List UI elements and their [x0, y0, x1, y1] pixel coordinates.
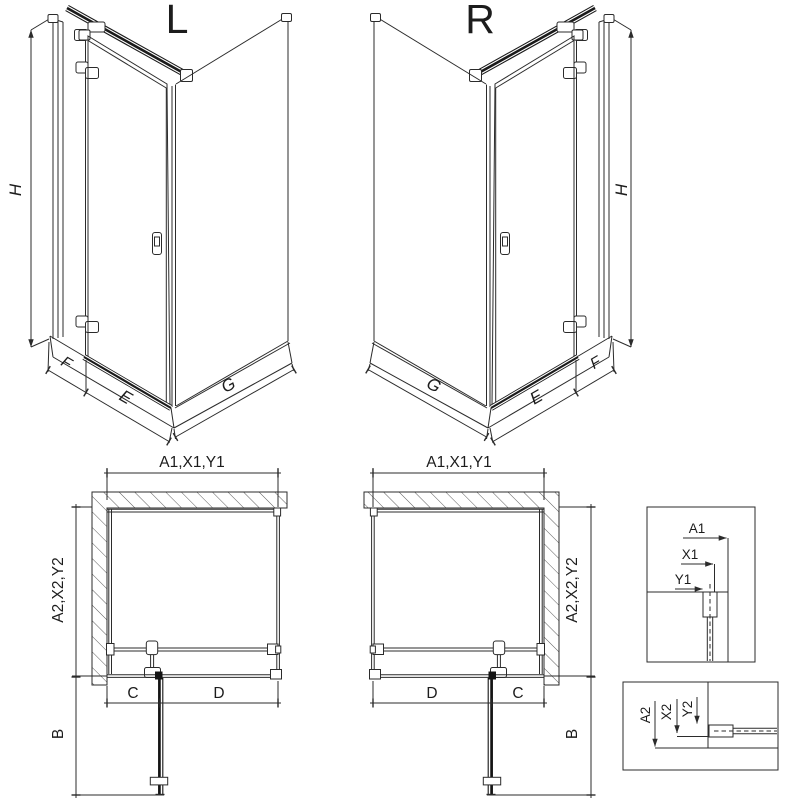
plan-right-side-dim-label: A2,X2,Y2 [564, 557, 581, 623]
plan-left-walls [92, 492, 287, 685]
plan-left-art [107, 508, 282, 795]
iso-right-height-label: H [612, 183, 631, 197]
iso-left-title: L [165, 0, 189, 42]
detail-top-y1-label: Y1 [674, 572, 692, 587]
iso-right-art [366, 6, 631, 445]
plan-right-d-label: D [426, 685, 438, 702]
detail-top-x1-label: X1 [681, 547, 699, 562]
detail-bottom-y2-label: Y2 [680, 700, 695, 718]
iso-left-g-label: G [217, 373, 239, 397]
iso-right-e-label: E [526, 386, 546, 409]
detail-bottom-x2-label: X2 [659, 703, 674, 721]
plan-right-art [370, 508, 545, 795]
detail-bottom-a2-label: A2 [638, 706, 653, 724]
detail-box-bottom [623, 682, 778, 770]
detail-box-top [647, 507, 755, 662]
plan-right-walls [364, 492, 559, 685]
iso-left-e-label: E [116, 386, 136, 409]
iso-view-left [6, 0, 296, 445]
iso-right-g-label: G [423, 373, 445, 397]
plan-left-d-label: D [213, 685, 225, 702]
plan-right-c-label: C [512, 685, 524, 702]
iso-left-f-label: F [57, 353, 75, 373]
iso-view-right [366, 0, 631, 445]
plan-left-top-dim-label: A1,X1,Y1 [159, 454, 225, 471]
plan-view-right [364, 454, 596, 798]
iso-right-f-label: F [587, 353, 605, 373]
plan-right-b-label: B [564, 728, 581, 740]
iso-right-title: R [465, 0, 495, 42]
iso-left-art [31, 6, 296, 445]
plan-left-b-label: B [50, 728, 67, 740]
detail-top-a1-label: A1 [688, 521, 706, 536]
plan-view-left [50, 454, 287, 798]
plan-right-top-dim-label: A1,X1,Y1 [426, 454, 492, 471]
plan-left-c-label: C [127, 685, 139, 702]
iso-left-height-label: H [6, 183, 25, 197]
plan-left-side-dim-label: A2,X2,Y2 [50, 557, 67, 623]
